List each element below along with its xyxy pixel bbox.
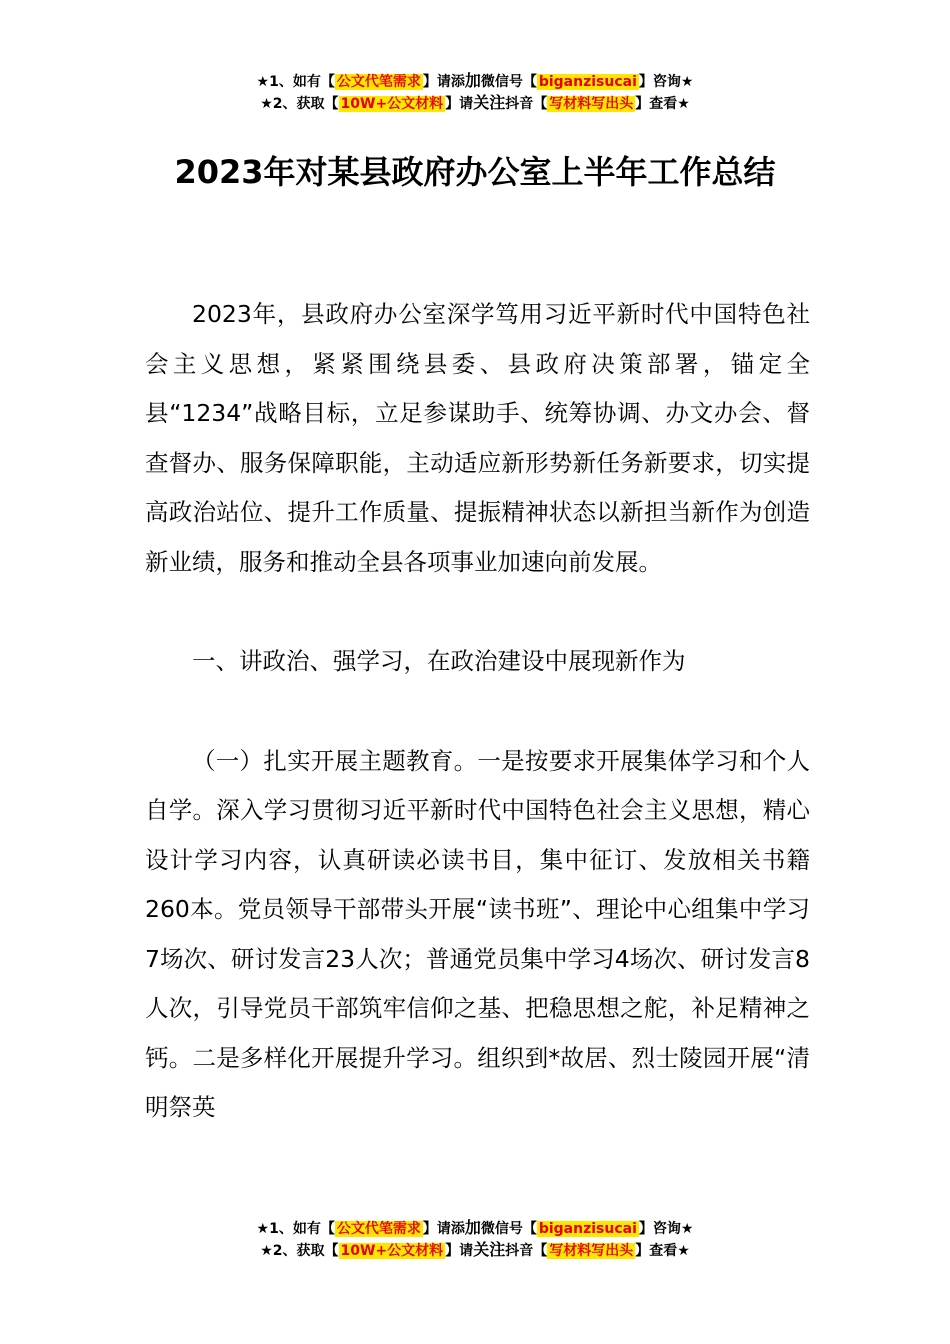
promo-line-2: ★2、获取【 10W+公文材料 】请关注抖音【 写材料写出头 】查看★: [260, 93, 690, 112]
bottom-promo-banner: [0, 1217, 950, 1261]
promo-highlight: 公文代笔需求: [336, 1221, 421, 1237]
intro-paragraph: 2023年，县政府办公室深学笃用习近平新时代中国特色社会主义思想，紧紧围绕县委、县政府决策部署，锚定全县“1234”战略目标，立足参谋助手、统筹协调、办文办会、督查督办、服务保障职能，主动适应新形势新任务新要求，切实提高政治站位、提升工作质量、提振精神状态以新担当新作为创造新业绩，服务和推动全县各项事业加速向前发展。: [145, 300, 810, 576]
top-promo-banner: [0, 70, 950, 114]
wechat-id-highlight: biganzisucai: [538, 1221, 637, 1237]
subsection-paragraph: （一）扎实开展主题教育。一是按要求开展集体学习和个人自学。深入学习贯彻习近平新时代中国特色社会主义思想，精心设计学习内容，认真研读必读书目，集中征订、发放相关书籍260本。党员领导干部带头开展“读书班”、理论中心组集中学习7场次、研讨发言23人次；普通党员集中学习4场次、研讨发言8人次，引导党员干部筑牢信仰之基、把稳思想之舵，补足精神之钙。二是多样化开展提升学习。组织到*故居、烈士陵园开展“清明祭英: [145, 746, 810, 1121]
promo-line-1: ★1、如有【 公文代笔需求 】请添加微信号【 biganzisucai 】咨询★: [256, 71, 694, 90]
wechat-id-highlight: biganzisucai: [538, 74, 637, 90]
promo-highlight: 10W+公文材料: [340, 1243, 444, 1259]
section-heading: 一、讲政治、强学习，在政治建设中展现新作为: [192, 647, 686, 675]
document-body: [145, 290, 810, 1133]
douyin-id-highlight: 写材料写出头: [549, 1243, 634, 1259]
douyin-id-highlight: 写材料写出头: [549, 96, 634, 112]
promo-line-2: ★2、获取【 10W+公文材料 】请关注抖音【 写材料写出头 】查看★: [260, 1240, 690, 1259]
promo-highlight: 10W+公文材料: [340, 96, 444, 112]
document-title: 2023年对某县政府办公室上半年工作总结: [174, 153, 776, 191]
promo-line-1: ★1、如有【 公文代笔需求 】请添加微信号【 biganzisucai 】咨询★: [256, 1218, 694, 1237]
promo-highlight: 公文代笔需求: [336, 74, 421, 90]
